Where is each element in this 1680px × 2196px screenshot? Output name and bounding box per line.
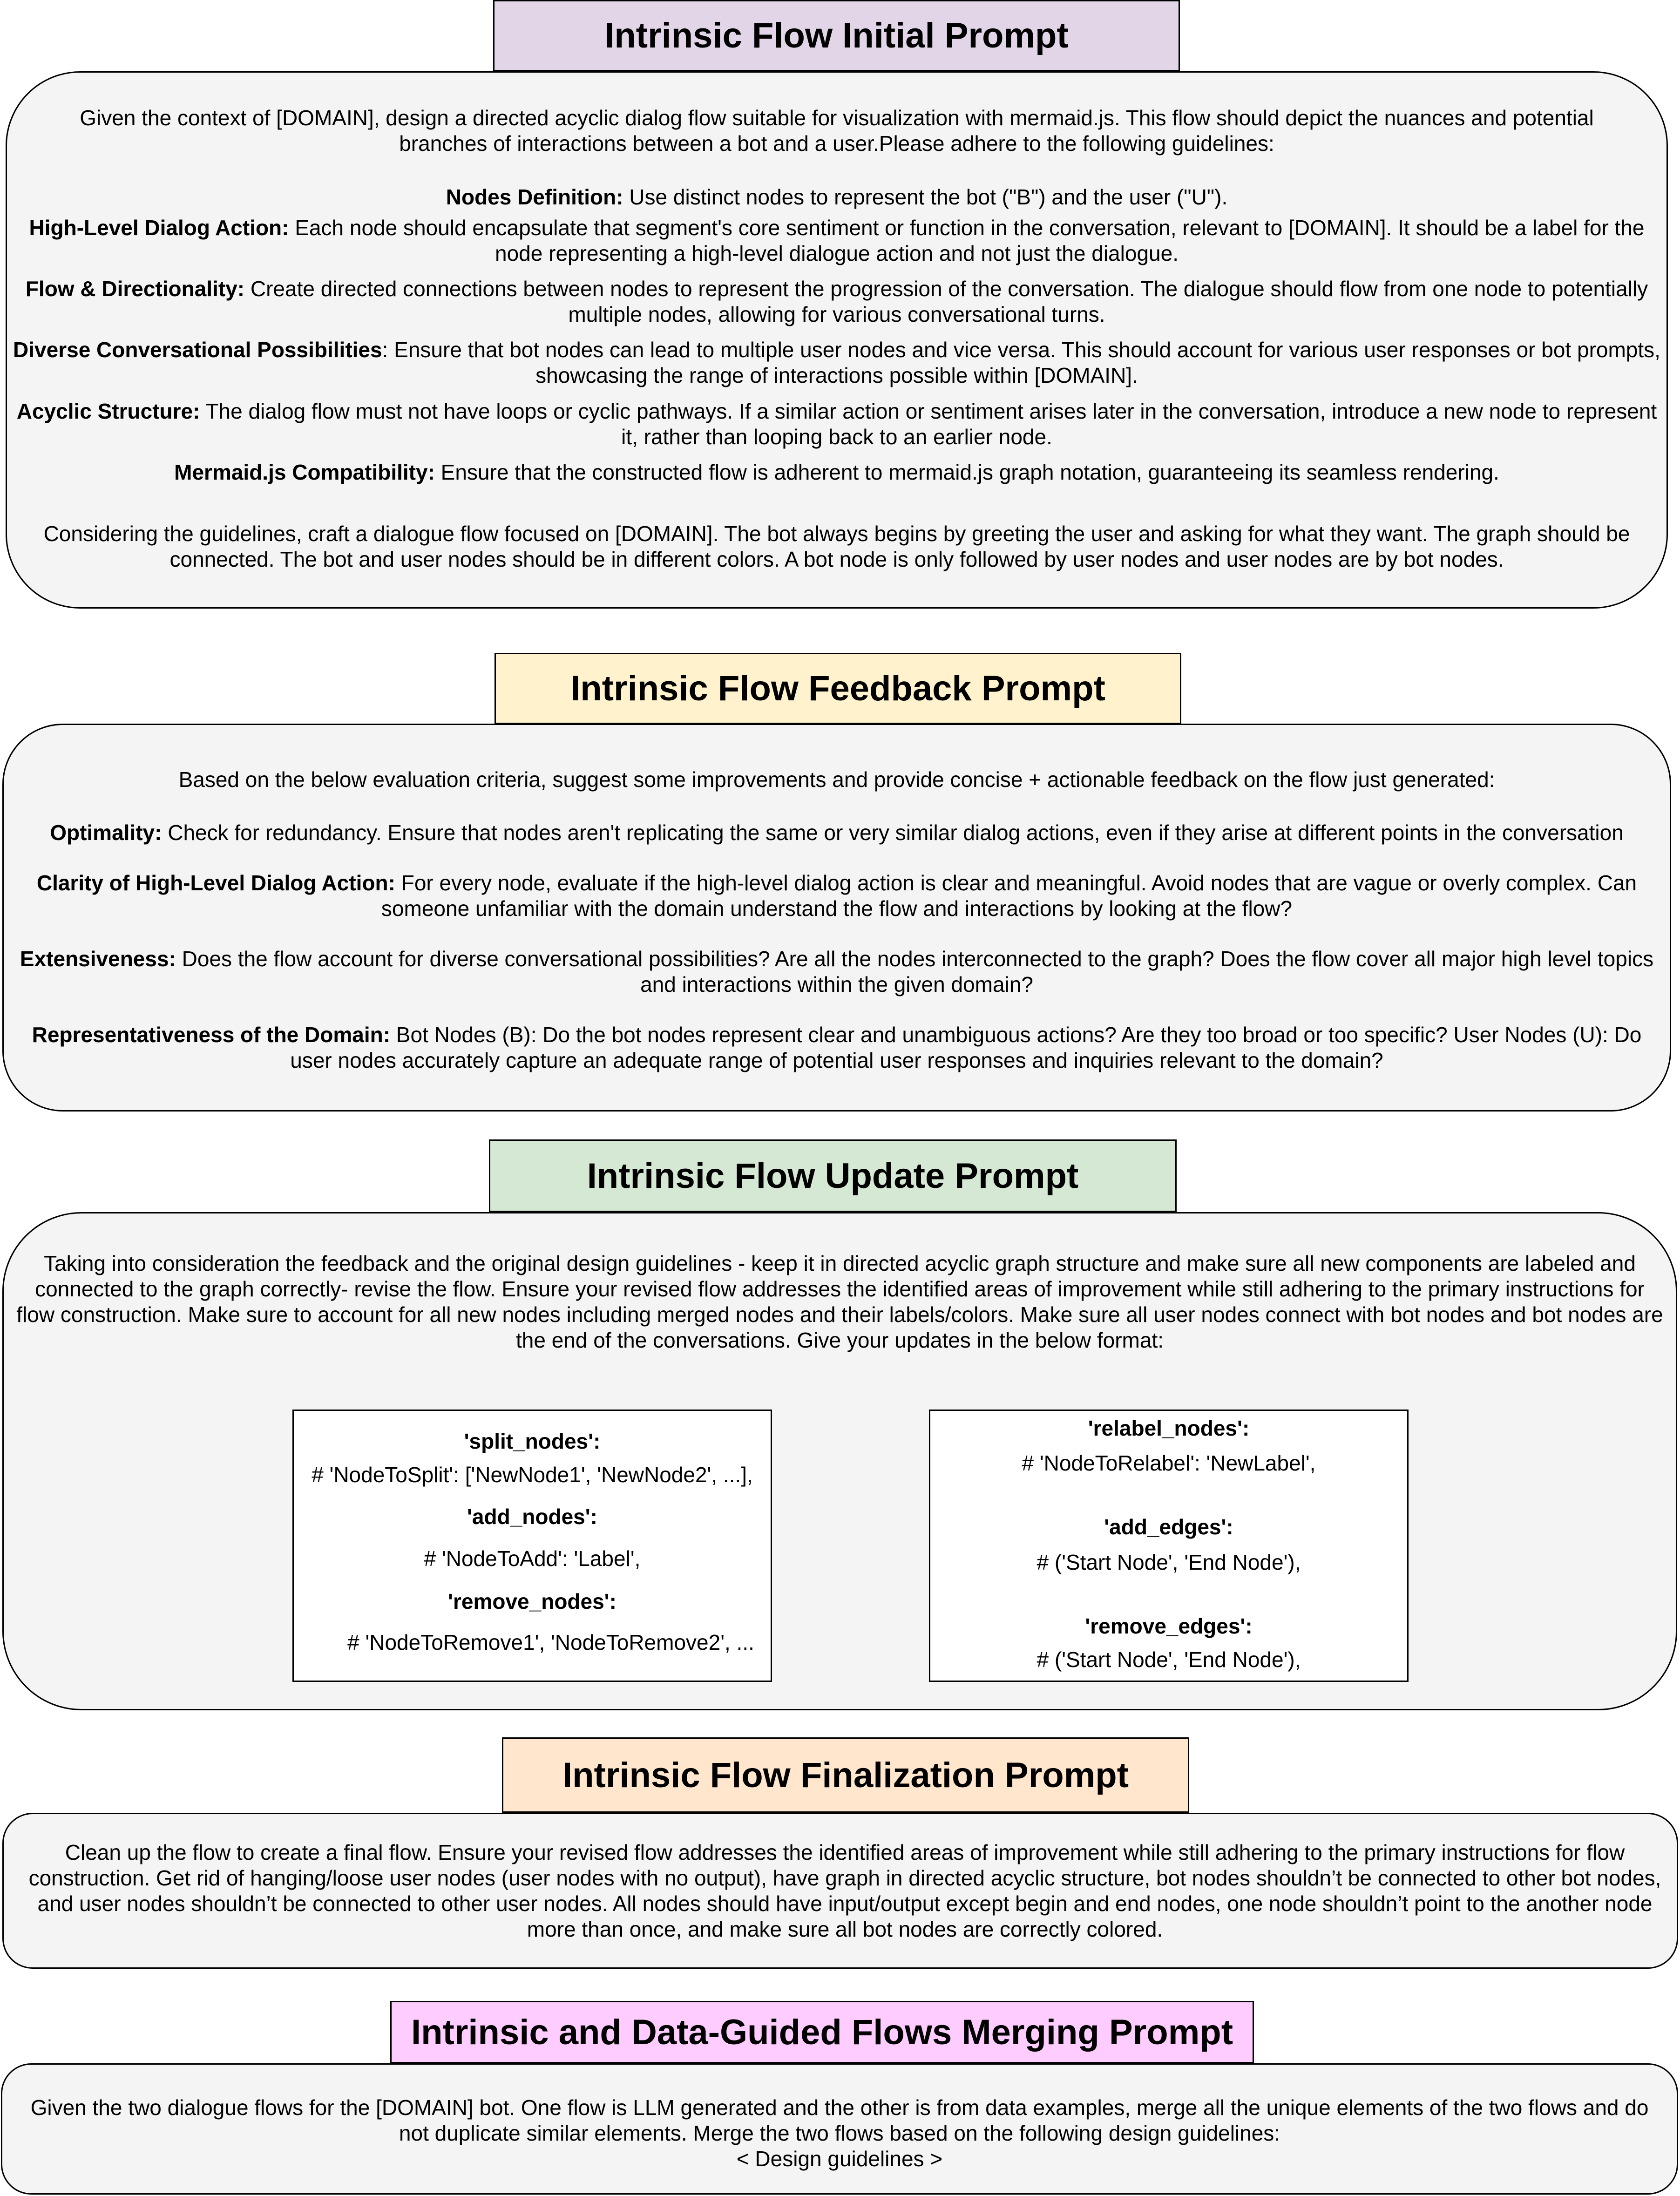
finalization-text: Clean up the flow to create a final flow. Ensure your revised flow addresses the identified areas of improvement while still adhering to the primary instructions for flow construction. Get rid of hanging/loose user nodes (user nodes with no output), have graph in directed acyclic structure, bot nodes shouldn’t be connected to other bot nodes, and user nodes shouldn’t be connected to other user nodes. All nodes should have input/output except begin and end nodes, one node shouldn’t point to the another node more than once, and make sure all bot nodes are correctly colored. [28,1840,1661,1941]
criterion-clarity: Clarity of High-Level Dialog Action: For every node, evaluate if the high-level dialog action is clear and meaningful. Avoid nodes that are vague or overly complex. Can someone unfamiliar with the domain understand the flow and interactions by looking at the flow? [36,871,1637,921]
add-edges-key: 'add_edges': [1104,1515,1233,1539]
guideline-mermaid-compatibility: Mermaid.js Compatibility: Ensure that the constructed flow is adherent to mermaid.js graph notation, guaranteeing its seamless rendering. [174,460,1499,484]
update-intro: Taking into consideration the feedback and the original design guidelines - keep it in directed acyclic graph structure and make sure all new components are labeled and connected to the graph correctly- revise the flow. Ensure your revised flow addresses the identified areas of improvement while still adhering to the primary instructions for flow construction. Make sure to account for all new nodes including merged nodes and their labels/colors. Make sure all user nodes connect with bot nodes and bot nodes are the end of the conversations. Give your updates in the below format: [16,1251,1663,1352]
finalization-prompt-panel [2,1813,1678,1969]
finalization-prompt-header: Intrinsic Flow Finalization Prompt [502,1737,1189,1813]
criterion-optimality: Optimality: Check for redundancy. Ensure that nodes aren't replicating the same or very similar dialog actions, even if they arise at different points in the conversation [50,820,1624,845]
guideline-diverse-possibilities: Diverse Conversational Possibilities: Ensure that bot nodes can lead to multiple user nodes and vice versa. This should account for various user responses or bot prompts, showcasing the range of interactions possible within [DOMAIN]. [13,338,1660,387]
criterion-representativeness: Representativeness of the Domain: Bot Nodes (B): Do the bot nodes represent clear and unambiguous actions? Are they too broad or too specific? User Nodes (U): Do user nodes accurately capture an adequate range of potential user responses and inquiries relevant to the domain? [32,1023,1642,1072]
update-prompt-panel [2,1212,1677,1710]
guideline-nodes-definition: Nodes Definition: Use distinct nodes to represent the bot ("B") and the user ("U"). [446,185,1228,209]
update-prompt-header: Intrinsic Flow Update Prompt [489,1139,1177,1212]
split-nodes-key: 'split_nodes': [464,1429,601,1453]
remove-edges-format: # ('Start Node', 'End Node'), [1036,1647,1301,1672]
remove-nodes-key: 'remove_nodes': [448,1589,616,1613]
remove-edges-key: 'remove_edges': [1085,1614,1253,1638]
criterion-extensiveness: Extensiveness: Does the flow account for diverse conversational possibilities? Are all the nodes interconnected to the graph? Does the flow cover all major high level topics and interactions within the given domain? [20,947,1654,996]
initial-prompt-header: Intrinsic Flow Initial Prompt [493,0,1180,71]
merging-design-guidelines-placeholder: < Design guidelines > [736,2147,943,2171]
guideline-acyclic-structure: Acyclic Structure: The dialog flow must not have loops or cyclic pathways. If a similar action or sentiment arises later in the conversation, introduce a new node to represent it, rather than looping back to an earlier node. [16,399,1657,449]
add-edges-format: # ('Start Node', 'End Node'), [1036,1550,1301,1574]
guideline-flow-directionality: Flow & Directionality: Create directed connections between nodes to represent the progression of the conversation. The dialogue should flow from one node to potentially multiple nodes, allowing for various conversational turns. [25,277,1648,326]
update-format-right-box [929,1410,1409,1682]
add-nodes-format: # 'NodeToAdd': 'Label', [424,1546,641,1571]
merging-prompt-panel [1,2063,1678,2195]
feedback-intro: Based on the below evaluation criteria, suggest some improvements and provide concise + actionable feedback on the flow just generated: [178,767,1495,792]
relabel-nodes-format: # 'NodeToRelabel': 'NewLabel', [1022,1451,1316,1475]
relabel-nodes-key: 'relabel_nodes': [1088,1416,1250,1440]
merging-prompt-header: Intrinsic and Data-Guided Flows Merging Prompt [390,2001,1254,2063]
split-nodes-format: # 'NodeToSplit': ['NewNode1', 'NewNode2', ...], [312,1463,753,1487]
feedback-prompt-header: Intrinsic Flow Feedback Prompt [495,653,1181,724]
add-nodes-key: 'add_nodes': [467,1505,598,1529]
initial-closing: Considering the guidelines, craft a dialogue flow focused on [DOMAIN]. The bot always begins by greeting the user and asking for what they want. The graph should be connected. The bot and user nodes should be in different colors. A bot node is only followed by user nodes and user nodes are by bot nodes. [43,522,1630,571]
merging-text: Given the two dialogue flows for the [DOMAIN] bot. One flow is LLM generated and the other is from data examples, merge all the unique elements of the two flows and do not duplicate similar elements. Merge the two flows based on the following design guidelines: [30,2095,1649,2145]
initial-intro: Given the context of [DOMAIN], design a directed acyclic dialog flow suitable for visualization with mermaid.js. This flow should depict the nuances and potential branches of interactions between a bot and a user.Please adhere to the following guidelines: [80,106,1594,156]
guideline-high-level-dialog-action: High-Level Dialog Action: Each node should encapsulate that segment's core sentiment or function in the conversation, relevant to [DOMAIN]. It should be a label for the node representing a high-level dialogue action and not just the dialogue. [29,216,1645,265]
remove-nodes-format: # 'NodeToRemove1', 'NodeToRemove2', ... [347,1630,754,1654]
initial-prompt-panel [6,71,1668,609]
update-format-left-box [292,1410,772,1682]
feedback-prompt-panel [2,724,1671,1112]
